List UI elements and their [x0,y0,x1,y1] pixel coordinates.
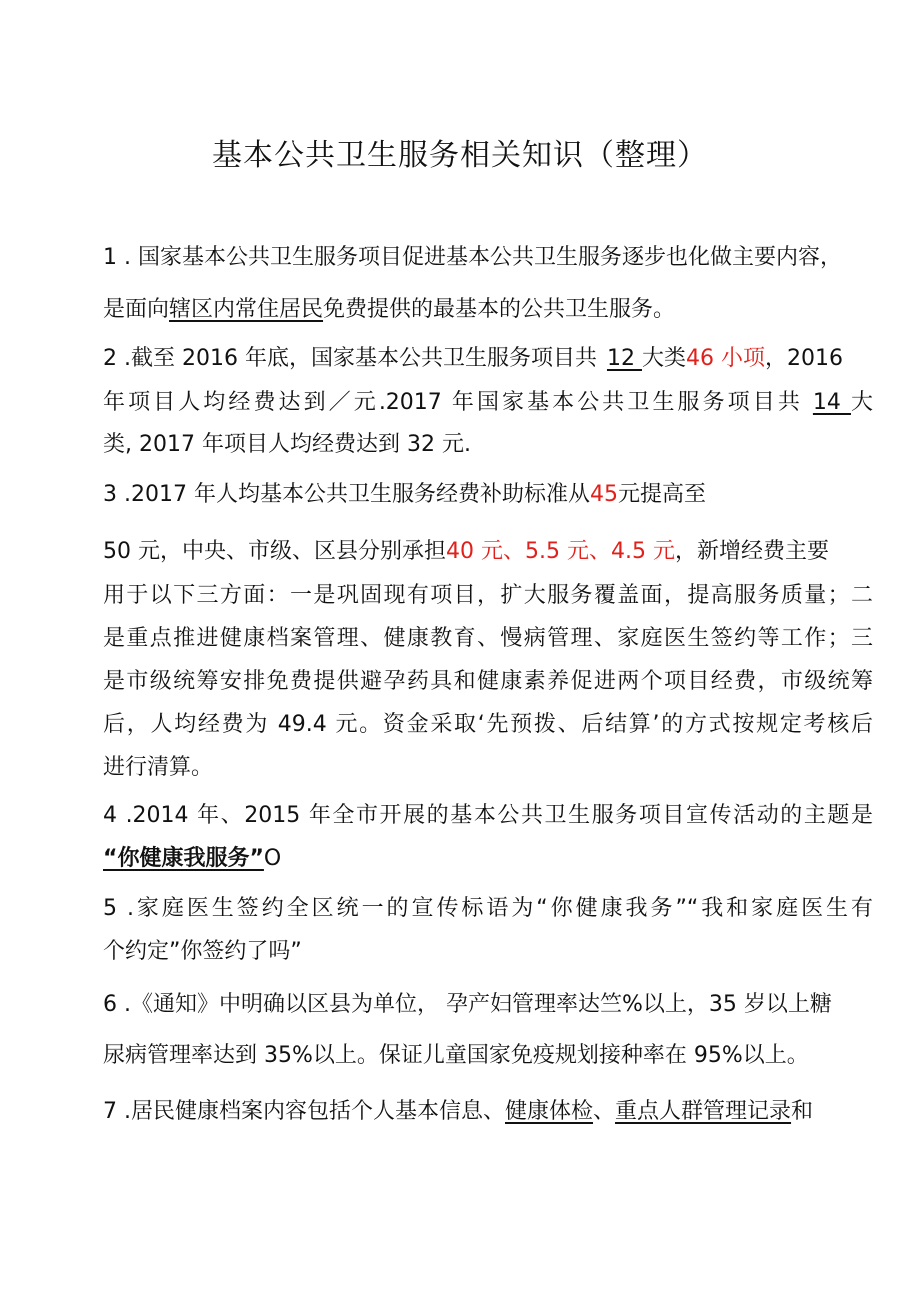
item-text: .2017 年人均基本公共卫生服务经费补助标准从 [117,482,590,507]
item-text: ，新增经费主要 [674,539,829,564]
item-3-line-6: 后，人均经费为 49.4 元。资金采取‘先预拨、后结算’的方式按规定考核后 [103,712,873,737]
item-text: 年项目人均经费达到／元.2017 年国家基本公共卫生服务项目共 [103,390,803,415]
item-text: 元提高至 [617,482,706,507]
item-number: 7 [103,1099,117,1124]
item-2-line-3: 类, 2017 年项目人均经费达到 32 元. [103,432,471,457]
item-number: 1 [103,245,117,270]
campaign-theme: “你健康我服务” [103,846,264,871]
item-4-line-1 [103,800,873,832]
item-2-line-1 [103,343,873,375]
item-3-line-3: 用于以下三方面：一是巩固现有项目，扩大服务覆盖面，提高服务质量；二 [103,583,873,608]
item-3-line-5: 是市级统筹安排免费提供避孕药具和健康素养促进两个项目经费，市级统筹 [103,669,873,694]
underlined-term: 辖区内常住居民 [169,297,324,322]
item-text: . 国家基本公共卫生服务项目促进基本公共卫生服务逐步也化做主要内容， [117,245,842,270]
item-text: O [263,846,282,871]
item-text: 、 [593,1099,616,1124]
item-text: 是面向 [103,297,170,322]
item-number: 6 [103,992,117,1017]
underlined-term: 重点人群管理记录 [615,1099,792,1124]
item-3-line-1 [103,479,873,511]
item-number: 4 [103,803,117,828]
item-6-line-2: 尿病管理率达到 35%以上。保证儿童国家免疫规划接种率在 95%以上。 [103,1043,809,1068]
item-3-line-7: 进行清算。 [103,755,214,780]
item-text: .《通知》中明确以区县为单位， 孕产妇管理率达竺%以上，35 岁以上糖 [117,992,832,1017]
item-text: 和 [791,1099,814,1124]
underlined-value: 12 [606,346,642,371]
item-3-line-2 [103,536,873,568]
highlighted-value: 45 [589,482,618,507]
highlighted-value: 40 元、5.5 元、4.5 元 [446,539,675,564]
item-text: 50 元，中央、市级、区县分别承担 [103,539,446,564]
item-text: ，2016 [764,346,843,371]
item-1-line-2 [103,294,873,326]
page-title: 基本公共卫生服务相关知识（整理） [212,138,708,173]
item-4-line-2 [103,843,873,875]
item-number: 3 [103,482,117,507]
highlighted-value: 46 小项 [685,346,765,371]
item-2-line-2 [103,387,873,419]
item-3-line-4: 是重点推进健康档案管理、健康教育、慢病管理、家庭医生签约等工作；三 [103,626,873,651]
item-text: .2014 年、2015 年全市开展的基本公共卫生服务项目宣传活动的主题是 [117,803,873,828]
item-6-line-1 [103,989,873,1021]
item-7-line-1 [103,1096,873,1128]
item-text: 大类 [641,346,686,371]
item-1-line-1 [103,242,873,274]
item-text: .居民健康档案内容包括个人基本信息、 [117,1099,505,1124]
underlined-value: 14 [812,390,851,415]
item-text: 免费提供的最基本的公共卫生服务。 [323,297,676,322]
item-5-line-1 [103,893,873,925]
underlined-term: 健康体检 [505,1099,594,1124]
item-number: 5 [103,896,117,921]
item-text: .家庭医生签约全区统一的宣传标语为“你健康我务”“我和家庭医生有 [117,896,873,921]
item-text: .截至 2016 年底，国家基本公共卫生服务项目共 [117,346,597,371]
item-text: 大 [850,390,873,415]
item-5-line-2: 个约定”你签约了吗” [103,939,302,964]
item-number: 2 [103,346,117,371]
